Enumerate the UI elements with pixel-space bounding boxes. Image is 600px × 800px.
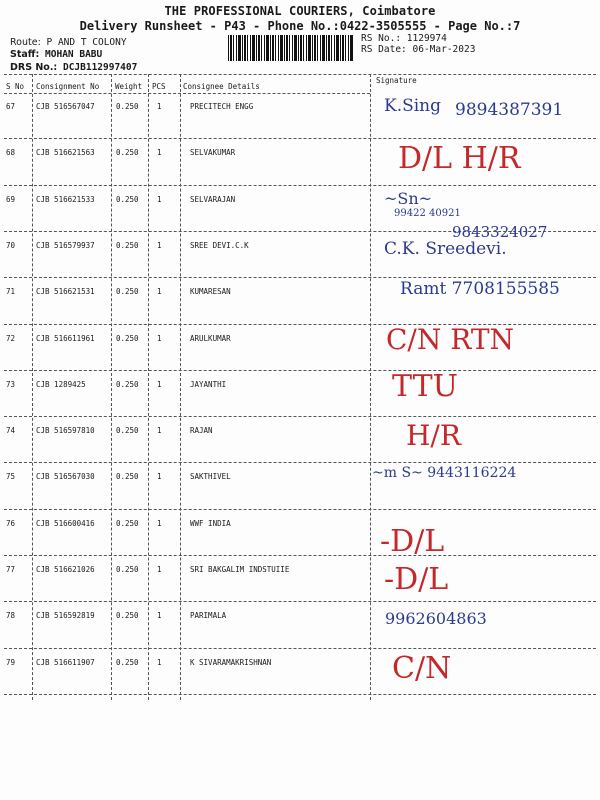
row-pcs: 1 (157, 657, 162, 667)
row-sno: 74 (6, 426, 16, 436)
row-divider (4, 462, 596, 463)
table-row (0, 466, 600, 512)
row-divider (4, 555, 596, 556)
signature-handwriting: 99422 40921 (394, 207, 461, 219)
row-divider (4, 416, 596, 417)
drs-value: DCJB112997407 (62, 62, 138, 73)
row-weight: 0.250 (116, 102, 139, 111)
rs-date-value: 06-Mar-2023 (412, 44, 476, 55)
row-divider (4, 694, 596, 695)
row-sno: 69 (6, 194, 16, 204)
barcode (228, 35, 353, 61)
table-row (0, 96, 600, 142)
row-consignee: PARIMALA (190, 611, 227, 621)
drs-label: DRS No.: (10, 62, 58, 73)
route-line (10, 37, 127, 48)
row-consignment-no: CJB 516567030 (36, 472, 95, 482)
row-consignee: SELVARAJAN (190, 194, 236, 204)
table-row (0, 652, 600, 698)
col-weight: Weight (115, 82, 143, 91)
rs-no-value: 1129974 (406, 33, 447, 44)
row-pcs: 1 (157, 611, 162, 621)
row-weight: 0.250 (116, 379, 139, 389)
row-consignment-no: CJB 516600416 (36, 518, 95, 528)
row-divider (4, 648, 596, 649)
signature-handwriting: K.Sing (384, 96, 442, 116)
route-value: P AND T COLONY (46, 37, 127, 48)
row-sno: 68 (6, 148, 16, 158)
row-sno: 73 (6, 379, 16, 389)
table-row (0, 559, 600, 605)
row-divider (4, 509, 596, 510)
signature-handwriting: C.K. Sreedevi. (384, 238, 507, 259)
signature-handwriting: 9843324027 (452, 222, 548, 241)
table-row (0, 420, 600, 466)
table-row (0, 142, 600, 188)
signature-handwriting: ~m S~ 9443116224 (372, 465, 517, 482)
signature-handwriting: ~Sn~ (384, 188, 433, 208)
row-pcs: 1 (157, 102, 162, 111)
signature-handwriting: C/N (392, 650, 452, 686)
signature-handwriting: D/L H/R (398, 141, 521, 177)
row-consignment-no: CJB 516579937 (36, 240, 95, 250)
row-sno: 76 (6, 518, 16, 528)
row-consignee: SRI BAKGALIM INDSTUIIE (190, 565, 290, 574)
row-pcs: 1 (157, 333, 162, 343)
rs-no-label: RS No.: (361, 33, 402, 44)
col-pcs: PCS (152, 82, 166, 91)
runsheet-subtitle: Delivery Runsheet - P43 - Phone No.:0422-3505555 - Page No.:7 (79, 19, 521, 33)
row-consignment-no: CJB 516611907 (36, 657, 95, 667)
row-sno: 72 (6, 333, 16, 343)
row-weight: 0.250 (116, 426, 139, 436)
row-weight: 0.250 (116, 657, 139, 667)
staff-line (10, 49, 102, 60)
row-weight: 0.250 (116, 194, 139, 204)
row-consignee: JAYANTHI (190, 379, 227, 389)
row-consignee: WWF INDIA (190, 518, 231, 528)
row-pcs: 1 (157, 426, 162, 436)
row-weight: 0.250 (116, 565, 139, 574)
company-title: THE PROFESSIONAL COURIERS, Coimbatore (164, 4, 436, 18)
signature-handwriting: 9962604863 (385, 609, 487, 629)
row-pcs: 1 (157, 472, 162, 482)
table-row (0, 368, 600, 420)
row-weight: 0.250 (116, 240, 139, 250)
col-consignee: Consignee Details (183, 82, 260, 91)
row-consignment-no: CJB 516621026 (36, 565, 95, 574)
route-label: Route: (10, 37, 41, 48)
row-divider (4, 601, 596, 602)
row-weight: 0.250 (116, 611, 139, 621)
drs-line (10, 62, 137, 73)
row-consignee: SREE DEVI.C.K (190, 240, 249, 250)
table-row (0, 605, 600, 651)
row-consignee: ARULKUMAR (190, 333, 231, 343)
signature-handwriting: Ramt 7708155585 (400, 279, 560, 300)
row-pcs: 1 (157, 148, 162, 158)
col-consignment: Consignment No (36, 82, 100, 91)
row-divider (4, 370, 596, 371)
row-sno: 70 (6, 240, 16, 250)
signature-handwriting: TTU (392, 368, 458, 404)
row-divider (4, 277, 596, 278)
signature-handwriting: -D/L (384, 562, 449, 597)
signature-handwriting: H/R (406, 419, 461, 453)
col-sno: S No (6, 82, 25, 91)
row-pcs: 1 (157, 287, 162, 297)
row-pcs: 1 (157, 194, 162, 204)
rs-date-label: RS Date: (361, 44, 407, 55)
rs-date-line (361, 44, 475, 55)
table-header (0, 74, 600, 98)
row-pcs: 1 (157, 518, 162, 528)
col-signature: Signature (376, 76, 417, 85)
table-row (0, 322, 600, 374)
table-row (0, 513, 600, 559)
row-weight: 0.250 (116, 287, 139, 297)
header-bottom-rule (4, 93, 370, 94)
signature-handwriting: C/N RTN (386, 322, 515, 356)
row-consignment-no: CJB 1289425 (36, 379, 86, 389)
row-sno: 75 (6, 472, 16, 482)
row-sno: 79 (6, 657, 16, 667)
row-consignee: SAKTHIVEL (190, 472, 231, 482)
row-sno: 77 (6, 565, 16, 574)
row-weight: 0.250 (116, 518, 139, 528)
row-weight: 0.250 (116, 148, 139, 158)
row-pcs: 1 (157, 379, 162, 389)
row-sno: 67 (6, 102, 16, 111)
row-weight: 0.250 (116, 333, 139, 343)
rs-no-line (361, 33, 447, 44)
table-row (0, 281, 600, 327)
row-pcs: 1 (157, 565, 162, 574)
signature-handwriting: 9894387391 (455, 100, 564, 120)
staff-value: MOHAN BABU (45, 49, 103, 60)
row-consignment-no: CJB 516592819 (36, 611, 95, 621)
row-consignment-no: CJB 516621533 (36, 194, 95, 204)
row-pcs: 1 (157, 240, 162, 250)
row-weight: 0.250 (116, 472, 139, 482)
row-consignment-no: CJB 516621531 (36, 287, 95, 297)
row-sno: 71 (6, 287, 16, 297)
row-consignee: KUMARESAN (190, 287, 231, 297)
signature-handwriting: -D/L (380, 523, 445, 559)
row-consignment-no: CJB 516597810 (36, 426, 95, 436)
table-row (0, 222, 600, 281)
row-consignment-no: CJB 516567047 (36, 102, 95, 111)
row-consignment-no: CJB 516611961 (36, 333, 95, 343)
row-divider (4, 138, 596, 139)
row-sno: 78 (6, 611, 16, 621)
row-consignee: SELVAKUMAR (190, 148, 236, 158)
row-consignment-no: CJB 516621563 (36, 148, 95, 158)
row-consignee: K SIVARAMAKRISHNAN (190, 657, 272, 667)
row-consignee: RAJAN (190, 426, 213, 436)
row-divider (4, 185, 596, 186)
row-consignee: PRECITECH ENGG (190, 102, 254, 111)
staff-label: Staff: (10, 49, 40, 60)
